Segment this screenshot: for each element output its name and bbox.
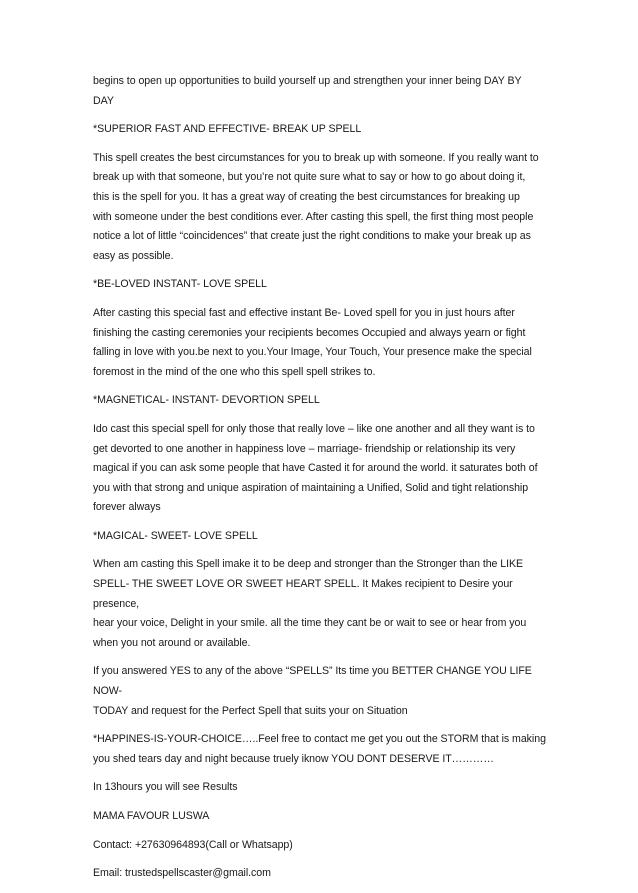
document-body (93, 72, 548, 893)
heading-break-up-spell: *SUPERIOR FAST AND EFFECTIVE- BREAK UP SPELL (93, 123, 362, 136)
contact-email: Email: trustedspellscaster@gmail.com (93, 867, 271, 880)
paragraph-results: In 13hours you will see Results (93, 781, 238, 794)
paragraph-call-to-action: If you answered YES to any of the above “SPELLS” Its time you BETTER CHANGE YOU LIFE NOW- TODAY and request for the Perfect Spell that suits your on Situation (93, 665, 532, 717)
author-name: MAMA FAVOUR LUSWA (93, 810, 210, 822)
heading-sweet-love-spell: *MAGICAL- SWEET- LOVE SPELL (93, 529, 258, 542)
paragraph-happiness-choice: *HAPPINES-IS-YOUR-CHOICE…..Feel free to contact me get you out the STORM that is making you shed tears day and night because truely iknow YOU DONT DESERVE IT………… (93, 733, 546, 765)
heading-be-loved-spell: *BE-LOVED INSTANT- LOVE SPELL (93, 278, 267, 291)
heading-devortion-spell: *MAGNETICAL- INSTANT- DEVORTION SPELL (93, 394, 320, 407)
contact-phone: Contact: +27630964893(Call or Whatsapp) (93, 838, 293, 851)
paragraph-intro-continuation: begins to open up opportunities to build yourself up and strengthen your inner being DAY BY DAY (93, 75, 522, 107)
paragraph-devortion-spell: Ido cast this special spell for only those that really love – like one another and all they want is to get devorted to one another in happiness love – marriage- friendship or relationship its very magical if you can ask some people that have Casted it for around the world. it saturates both of you with that strong and unique aspiration of maintaining a Unified, Solid and tight relationship forever always (93, 422, 538, 514)
paragraph-break-up-spell: This spell creates the best circumstances for you to break up with someone. If you really want to break up with that someone, but you’re not quite sure what to say or how to go about doing it, this is the spell for you. It has a great way of creating the best circumstances for breaking up with someone under the best conditions ever. After casting this spell, the first thing most people notice a lot of little “coincidences” that create just the right conditions to make your break up as easy as possible. (93, 151, 539, 262)
paragraph-be-loved-spell: After casting this special fast and effective instant Be- Loved spell for you in just hours after finishing the casting ceremonies your recipients becomes Occupied and always yearn or fight falling in love with you.be next to you.Your Image, Your Touch, Your presence make the special foremost in the mind of the one who this spell spell strikes to. (93, 306, 532, 378)
paragraph-sweet-love-spell: When am casting this Spell imake it to be deep and stronger than the Stronger than the LIKE SPELL- THE SWEET LOVE OR SWEET HEART SPELL. It Makes recipient to Desire your presence, hear your voice, Delight in your smile. all the time they cant be or wait to see or hear from you when you not around or available. (93, 558, 527, 649)
